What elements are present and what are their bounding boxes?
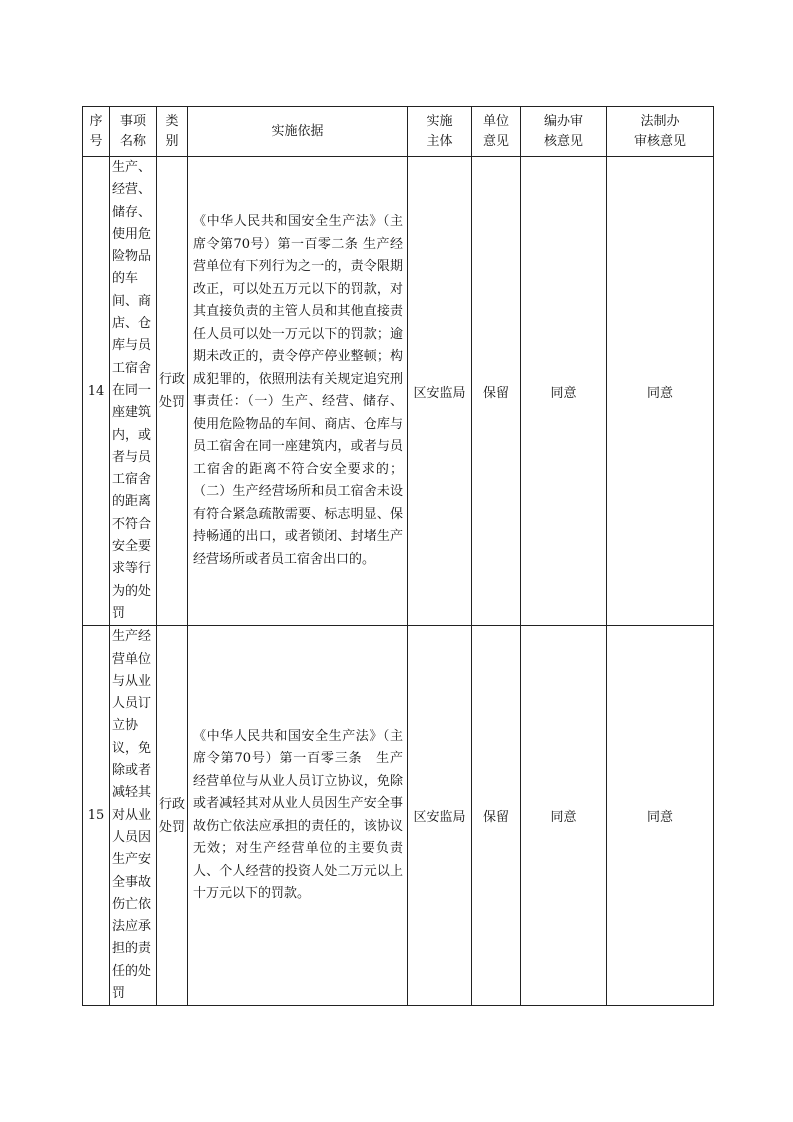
item-name: 生产、经营、储存、使用危险物品的车间、商店、仓库与员工宿舍在同一座建筑内，或者与员工宿舍的距离不符合安全要求等行为的处罚	[110, 157, 157, 626]
item-category: 行政处罚	[157, 626, 188, 1006]
row-number: 14	[83, 157, 110, 626]
item-staff-review: 同意	[521, 626, 607, 1006]
header-row	[83, 107, 714, 157]
item-subject: 区安监局	[408, 626, 472, 1006]
header-legal-review: 法制办 审核意见	[607, 107, 714, 157]
item-subject: 区安监局	[408, 157, 472, 626]
header-category: 类 别	[157, 107, 188, 157]
item-basis: 《中华人民共和国安全生产法》（主席令第70号）第一百零二条 生产经营单位有下列行为之一的，责令限期改正，可以处五万元以下的罚款，对其直接负责的主管人员和其他直接责任人员可以处一万元以下的罚款；逾期未改正的，责令停产停业整顿；构成犯罪的，依照刑法有关规定追究刑事责任：（一）生产、经营、储存、使用危险物品的车间、商店、仓库与员工宿舍在同一座建筑内，或者与员工宿舍的距离不符合安全要求的；（二）生产经营场所和员工宿舍未设有符合紧急疏散需要、标志明显、保持畅通的出口，或者锁闭、封堵生产经营场所或者员工宿舍出口的。	[188, 157, 408, 626]
row-number: 15	[83, 626, 110, 1006]
header-name: 事项 名称	[110, 107, 157, 157]
approval-table	[82, 106, 714, 1006]
item-unit-opinion: 保留	[472, 157, 521, 626]
item-basis: 《中华人民共和国安全生产法》（主席令第70号）第一百零三条 生产经营单位与从业人员订立协议，免除或者减轻其对从业人员因生产安全事故伤亡依法应承担的责任的，该协议无效；对生产经营单位的主要负责人、个人经营的投资人处二万元以上十万元以下的罚款。	[188, 626, 408, 1006]
item-staff-review: 同意	[521, 157, 607, 626]
item-unit-opinion: 保留	[472, 626, 521, 1006]
item-legal-review: 同意	[607, 626, 714, 1006]
item-name: 生产经营单位与从业人员订立协议，免除或者减轻其对从业人员因生产安全事故伤亡依法应承担的责任的处罚	[110, 626, 157, 1006]
header-basis: 实施依据	[188, 107, 408, 157]
header-no: 序 号	[83, 107, 110, 157]
table-row	[83, 626, 714, 1006]
header-unit-opinion: 单位 意见	[472, 107, 521, 157]
header-subject: 实施 主体	[408, 107, 472, 157]
item-category: 行政处罚	[157, 157, 188, 626]
table-row	[83, 157, 714, 626]
header-staff-review: 编办审 核意见	[521, 107, 607, 157]
item-legal-review: 同意	[607, 157, 714, 626]
